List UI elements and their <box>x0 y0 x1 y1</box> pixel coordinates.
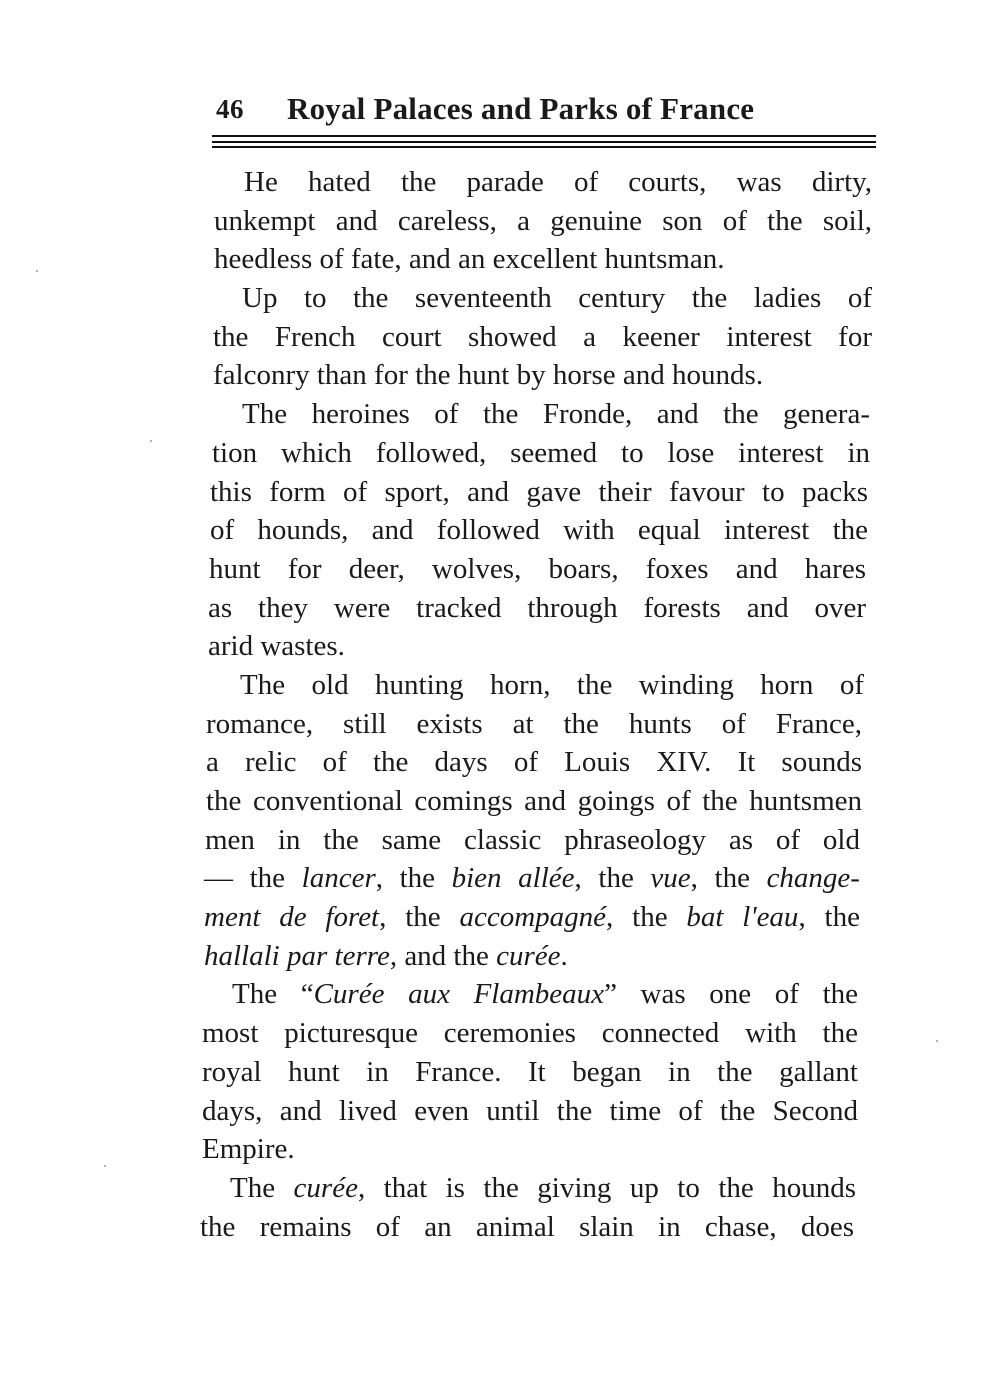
text-run: The <box>230 1171 294 1204</box>
text-run: heedless of fate, and an excellent huntsman. <box>214 243 725 276</box>
text-run: He hated the parade of courts, was dirty, <box>244 166 872 198</box>
text-run: unkempt and careless, a genuine son of the soil, <box>214 204 872 237</box>
text-line <box>200 743 872 782</box>
text-run: , the <box>606 901 687 934</box>
text-run: , the <box>379 901 460 934</box>
text-line <box>200 666 872 705</box>
text-run: The old hunting horn, the winding horn of <box>240 668 864 701</box>
text-run: tion which followed, seemed to lose interest in <box>212 436 870 469</box>
italic-term: curée <box>293 1171 358 1204</box>
scan-speck <box>104 1165 106 1167</box>
text-run: the remains of an animal slain in chase, does <box>200 1210 854 1243</box>
italic-term: bat l'eau <box>686 901 799 934</box>
text-run: Empire. <box>202 1133 295 1166</box>
text-line <box>200 434 872 473</box>
text-line <box>200 279 872 318</box>
text-run: arid wastes. <box>208 630 345 663</box>
header-rule <box>212 135 876 137</box>
text-line <box>200 163 872 202</box>
text-run: hunt for deer, wolves, boars, foxes and hares <box>209 552 866 585</box>
text-line <box>200 937 872 976</box>
text-run: most picturesque ceremonies connected with the <box>202 1017 858 1050</box>
text-run: , the <box>574 862 651 895</box>
italic-term: hallali par terre <box>204 939 390 972</box>
text-run: men in the same classic phraseology as of old <box>205 823 860 856</box>
text-run: a relic of the days of Louis XIV. It sounds <box>206 746 862 779</box>
text-run: romance, still exists at the hunts of France, <box>206 707 862 740</box>
text-line <box>200 821 872 860</box>
text-run: this form of sport, and gave their favour to packs <box>210 475 868 508</box>
text-run: as they were tracked through forests and over <box>208 591 866 624</box>
text-run: royal hunt in France. It began in the gallant <box>202 1055 858 1088</box>
text-line <box>200 1130 872 1169</box>
text-line <box>200 859 872 898</box>
scan-speck <box>936 1040 938 1042</box>
text-line <box>200 1208 872 1247</box>
text-line <box>200 550 872 589</box>
text-line <box>200 511 872 550</box>
text-run: falconry than for the hunt by horse and hounds. <box>213 359 764 392</box>
text-line <box>200 589 872 628</box>
text-run: the conventional comings and goings of the huntsmen <box>206 785 862 817</box>
italic-term: bien allée <box>451 862 575 895</box>
text-run: , and the <box>389 939 497 972</box>
text-line <box>200 782 872 821</box>
text-run: The heroines of the Fronde, and the genera- <box>242 398 870 431</box>
text-line <box>200 202 872 241</box>
text-run: , the <box>375 862 452 895</box>
italic-term: curée <box>496 939 561 972</box>
text-run: Up to the seventeenth century the ladies of <box>242 282 872 315</box>
italic-term: vue <box>650 862 691 895</box>
italic-term: lancer <box>301 862 376 895</box>
text-run: The “ <box>232 978 314 1011</box>
page-number: 46 <box>216 94 244 124</box>
text-run: days, and lived even until the time of the Second <box>202 1094 858 1127</box>
text-run: — the <box>204 862 302 895</box>
text-line <box>200 395 872 434</box>
text-line <box>200 240 872 279</box>
text-run: ” was one of the <box>604 978 859 1011</box>
text-run: , the <box>798 901 860 934</box>
text-run: , that is the giving up to the hounds <box>357 1171 856 1204</box>
italic-term: accompagné <box>459 901 607 934</box>
text-line <box>200 705 872 744</box>
italic-term: ment de foret <box>204 901 380 934</box>
text-run: of hounds, and followed with equal interest the <box>210 514 868 547</box>
text-run: , the <box>690 862 767 895</box>
text-line <box>200 356 872 395</box>
text-line <box>200 1014 872 1053</box>
text-line <box>200 898 872 937</box>
text-line <box>200 318 872 357</box>
italic-term: change- <box>766 862 860 895</box>
text-line <box>200 975 872 1014</box>
header-rule <box>212 146 876 148</box>
text-run: the French court showed a keener interest for <box>213 320 872 353</box>
text-line <box>200 1092 872 1131</box>
text-line <box>200 627 872 666</box>
scan-speck <box>36 270 38 272</box>
text-line <box>200 1169 872 1208</box>
text-line <box>200 473 872 512</box>
text-run: . <box>560 939 568 972</box>
body-text <box>200 163 872 1246</box>
page-header <box>212 92 876 132</box>
italic-term: Curée aux Flambeaux <box>313 978 605 1011</box>
header-rule <box>212 141 876 143</box>
scan-speck <box>150 440 152 442</box>
text-line <box>200 1053 872 1092</box>
running-title: Royal Palaces and Parks of France <box>287 91 755 126</box>
